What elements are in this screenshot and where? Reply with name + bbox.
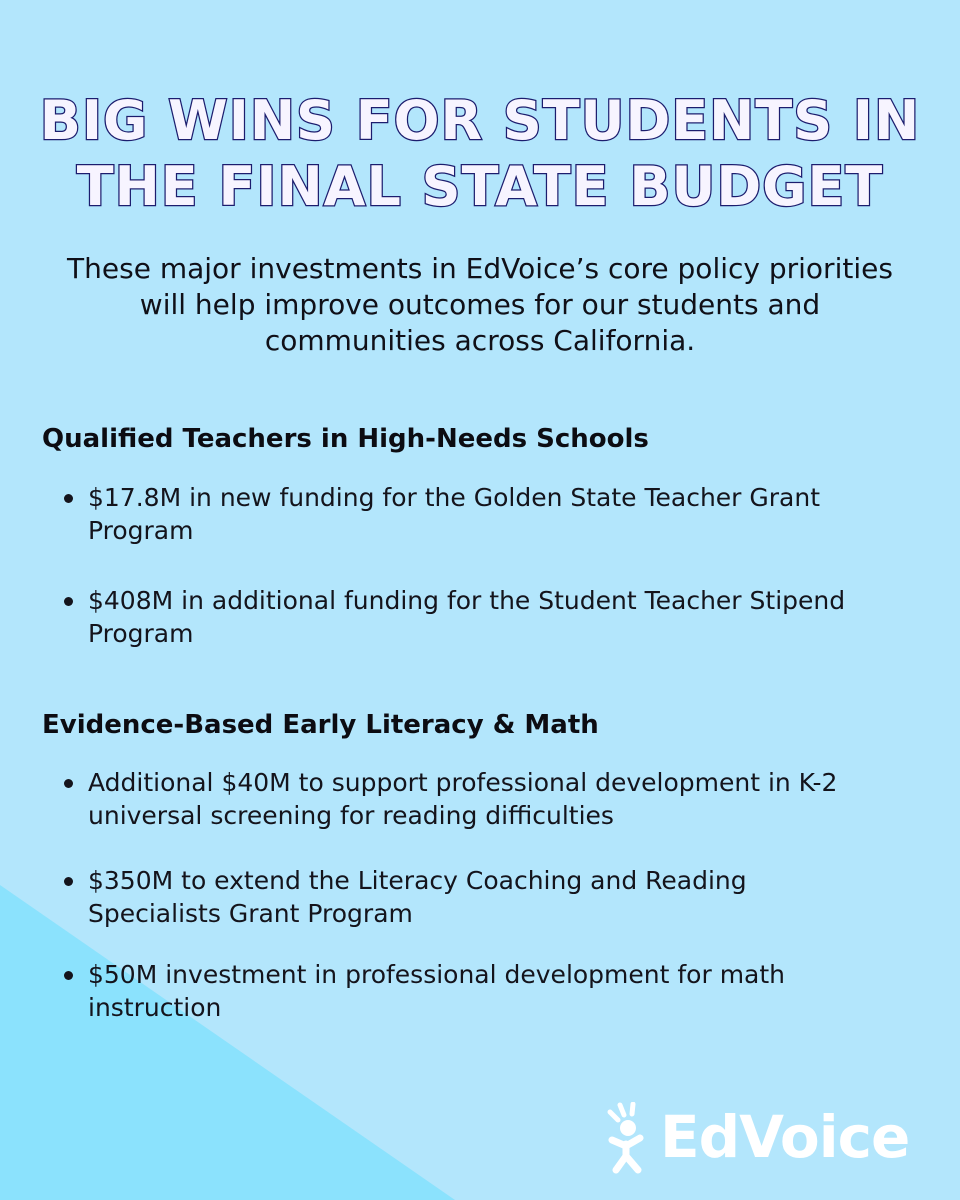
section-heading-teachers: Qualified Teachers in High-Needs Schools: [42, 424, 649, 454]
title-line-2: THE FINAL STATE BUDGET: [76, 155, 884, 218]
edvoice-logo: [606, 1102, 936, 1174]
intro-paragraph: These major investments in EdVoice’s core policy priorities will help improve outcomes for our students and communities across California.: [67, 252, 893, 357]
section-heading-literacy-math: Evidence-Based Early Literacy & Math: [42, 710, 599, 740]
title-line-1: BIG WINS FOR STUDENTS IN: [39, 89, 921, 152]
list-item: Additional $40M to support professional development in K-2 universal screening for reading difficulties: [62, 766, 924, 832]
logo-wordmark: EdVoice: [660, 1103, 910, 1171]
person-speaking-icon: [606, 1102, 664, 1174]
list-item: $17.8M in new funding for the Golden State Teacher Grant Program: [62, 481, 848, 547]
list-item: $50M investment in professional development for math instruction: [62, 958, 848, 1024]
list-item: $350M to extend the Literacy Coaching and Reading Specialists Grant Program: [62, 864, 848, 930]
list-item: $408M in additional funding for the Student Teacher Stipend Program: [62, 584, 848, 650]
page-title: [0, 88, 960, 220]
